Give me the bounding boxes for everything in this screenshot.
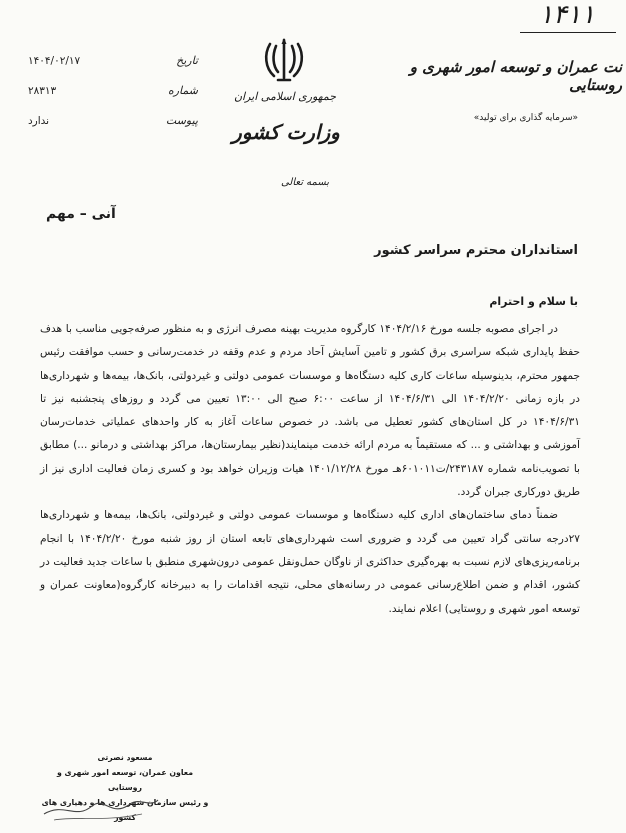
letter-meta <box>28 52 198 142</box>
attachment-label: پیوست <box>165 114 198 127</box>
greeting: با سلام و احترام <box>489 295 578 308</box>
bismillah: بسمه تعالی <box>280 177 330 188</box>
body-paragraph-2: ضمناً دمای ساختمان‌های اداری کلیه دستگاه‌ها و موسسات عمومی دولتی و غیردولتی، بانک‌ها، بیمه‌ها و شهرداری‌ها ۲۷درجه سانتی گراد تعیین می گردد و ضروری است شهرداری‌های تابعه استان از روز شنبه مورخ ۱۴۰۴/۲/۲۰ با انجام برنامه‌ریزی‌های لازم نسبت به بهره‌گیری حداکثری از ناوگان حمل‌ونقل عمومی درون‌شهری منطبق با ساعات جدید فعالیت در کشور، اقدام و ضمن اطلاع‌رسانی عمومی در رسانه‌های محلی، نتیجه اقدامات را به دبیرخانه کارگروه(معاونت عمران و توسعه امور شهری و روستایی) اعلام نمایند. <box>40 509 580 615</box>
year-slogan: «سرمایه گذاری برای تولید» <box>473 113 578 123</box>
signer-title-line2: و رئیس سازمان شهرداری ها و دهیاری های کشور <box>41 798 209 822</box>
number-label: شماره <box>167 84 198 97</box>
ministry-title: وزارت کشور <box>232 120 340 144</box>
attachment-value: ندارد <box>28 114 50 127</box>
signer-name: مسعود نصرتی <box>97 753 153 762</box>
addressee: استانداران محترم سراسر کشور <box>374 243 578 258</box>
urgency-note: آنی – مهم <box>46 206 116 222</box>
handwritten-signature <box>34 780 164 826</box>
national-emblem-icon <box>262 36 306 86</box>
handwritten-doc-number: ۱۴۱۱ <box>539 0 595 30</box>
republic-title: جمهوری اسلامی ایران <box>233 90 337 103</box>
signer-title-line1: معاون عمران، توسعه امور شهری و روستایی <box>56 768 194 792</box>
letter-body <box>40 318 580 621</box>
meta-date-row <box>28 52 198 69</box>
meta-number-row <box>28 82 198 99</box>
department-title: نت عمران و توسعه امور شهری و روستایی <box>409 58 622 94</box>
date-value: ۱۴۰۴/۰۲/۱۷ <box>28 54 81 67</box>
body-paragraph-1: در اجرای مصوبه جلسه مورخ ۱۴۰۴/۲/۱۶ کارگروه مدیریت بهینه مصرف انرژی و به منظور صرفه‌جویی مناسب با هدف حفظ پایداری شبکه سراسری برق کشور و تامین آسایش آحاد مردم و عدم وقفه در خدمت‌رسانی و حسب موافقت رئیس جمهور محترم، بدینوسیله ساعات کاری کلیه دستگاه‌ها و موسسات عمومی دولتی و غیردولتی، بانک‌ها، بیمه‌ها و شهرداری‌ها در بازه زمانی ۱۴۰۴/۲/۲۰ الی ۱۴۰۴/۶/۳۱ از ساعت ۶:۰۰ صبح الی ۱۳:۰۰ تعیین می گردد و روزهای پنجشنبه نیز تا ۱۴۰۴/۶/۳۱ در کل استان‌های کشور تعطیل می باشد. در خصوص ساعات آغاز به کار واحدهای عملیاتی خدمات‌رسان آموزشی و بهداشتی و ... که مستقیماً به مردم ارائه خدمت مینمایند(نظیر بیمارستان‌ها، مراکز بهداشتی و درمانو ...) مطابق با تصویب‌نامه شماره ۲۴۳۱۸۷/ت۶۰۱۰۱۱هـ مورخ ۱۴۰۱/۱۲/۲۸ هیات وزیران خواهد بود و کسری زمان فعالیت اداری نیز از طریق دورکاری جبران گردد. <box>40 323 580 499</box>
date-label: تاریخ <box>176 54 198 67</box>
number-value: ۲۸۳۱۳ <box>28 84 57 97</box>
meta-attachment-row <box>28 112 198 129</box>
doc-number-underline <box>520 32 616 33</box>
